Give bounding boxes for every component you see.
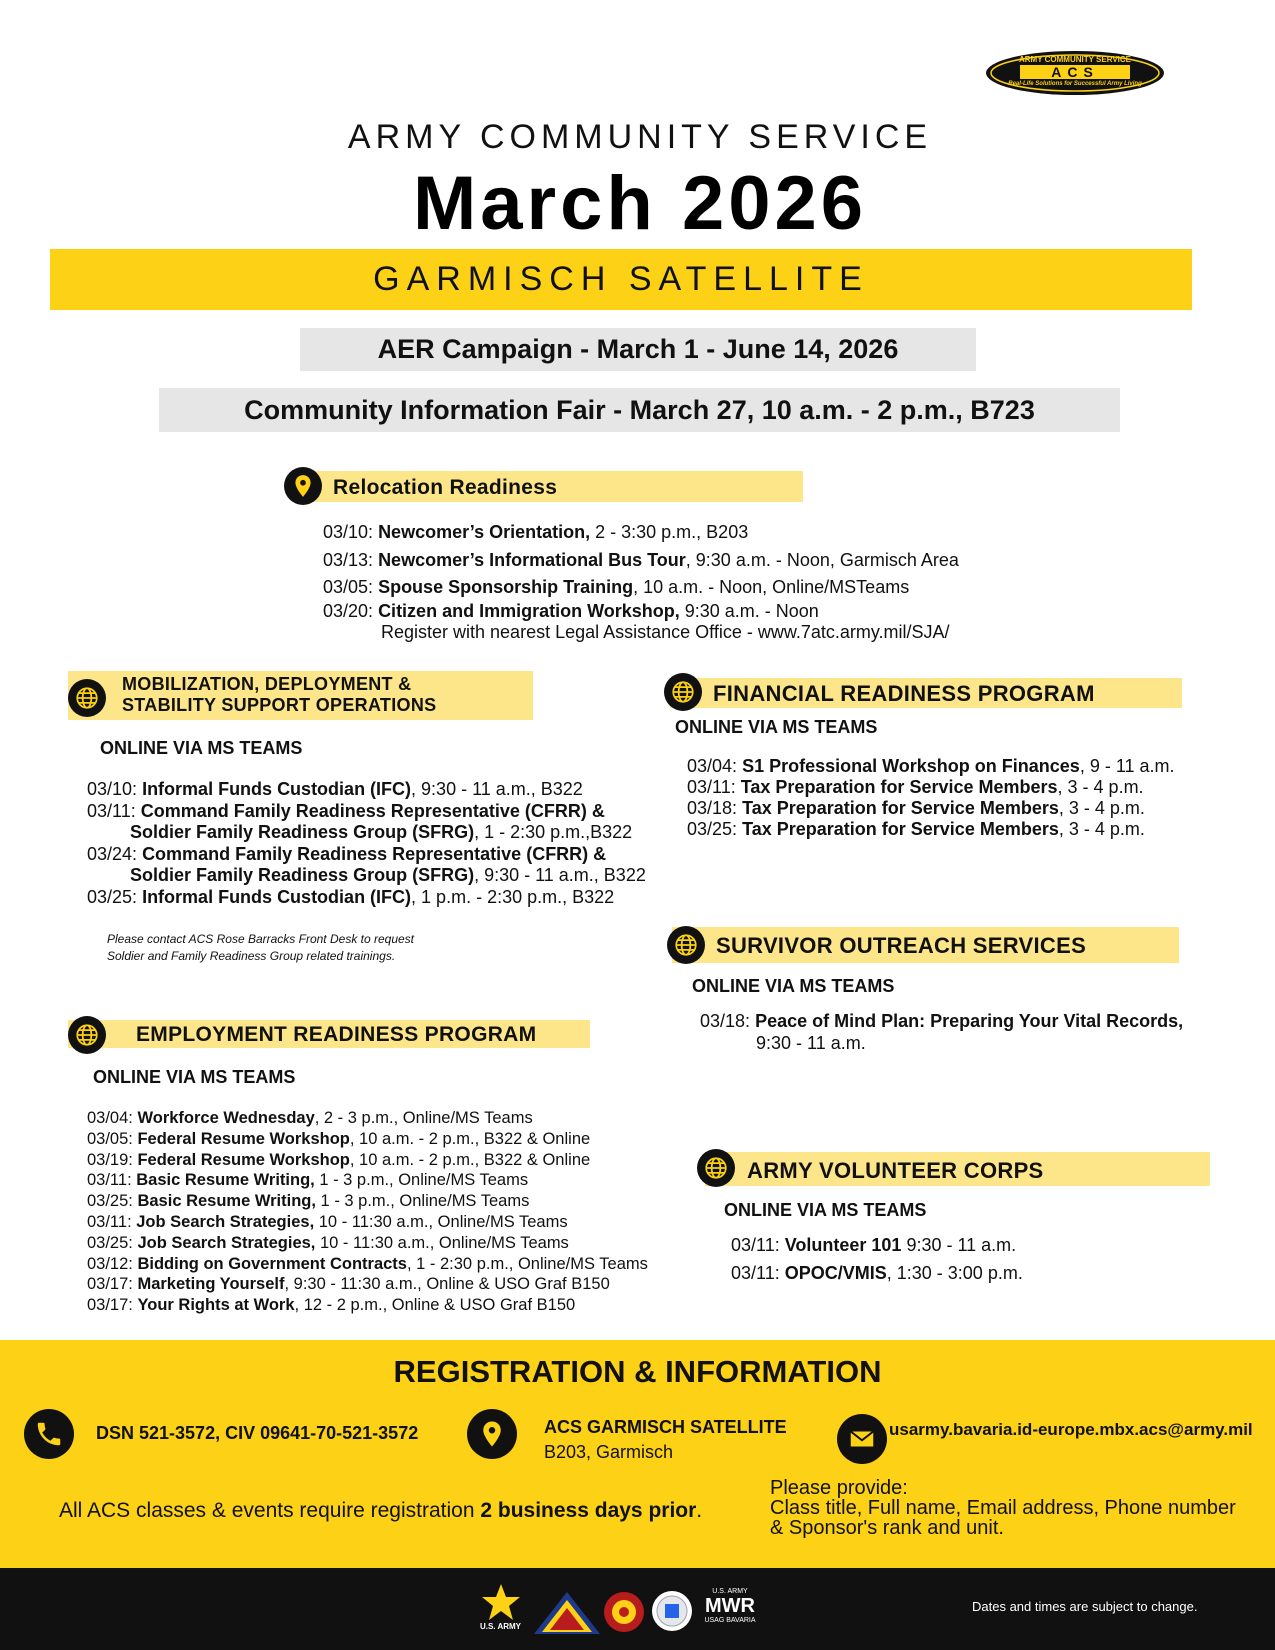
fair-banner: Community Information Fair - March 27, 10 a.m. - 2 p.m., B723 [159,388,1120,432]
phone-icon [24,1409,74,1459]
registration-title: REGISTRATION & INFORMATION [393,1354,882,1389]
list-item: 03/18: Tax Preparation for Service Members, 3 - 4 p.m. [687,798,1145,818]
phone-number: DSN 521-3572, CIV 09641-70-521-3572 [96,1423,419,1443]
list-item: Soldier Family Readiness Group (SFRG), 9:30 - 11 a.m., B322 [130,865,646,886]
mwr-top-text: U.S. ARMY [712,1588,748,1595]
location-banner [50,249,1192,310]
org-title: ARMY COMMUNITY SERVICE [347,118,933,156]
location-name: ACS GARMISCH SATELLITE [544,1417,787,1437]
employment-list [87,1108,648,1316]
volunteer-online-label: ONLINE VIA MS TEAMS [724,1200,927,1220]
mobilization-online-label: ONLINE VIA MS TEAMS [100,738,303,758]
globe-icon [667,926,705,964]
list-item: 03/17: Marketing Yourself, 9:30 - 11:30 a.m., Online & USO Graf B150 [87,1275,610,1294]
map-pin-icon [467,1409,517,1459]
globe-icon [664,673,702,711]
financial-online-label: ONLINE VIA MS TEAMS [675,717,878,737]
list-item: 03/04: Workforce Wednesday, 2 - 3 p.m., Online/MS Teams [87,1109,533,1127]
army-star-logo [478,1582,523,1638]
volunteer-title: ARMY VOLUNTEER CORPS [747,1158,1044,1183]
globe-icon [68,679,106,717]
relocation-title: Relocation Readiness [333,476,558,499]
employment-title: EMPLOYMENT READINESS PROGRAM [136,1023,537,1046]
list-item: 03/25: Job Search Strategies, 10 - 11:30 a.m., Online/MS Teams [87,1233,569,1252]
mobilization-list [87,779,646,909]
list-item: 03/17: Your Rights at Work, 12 - 2 p.m., Online & USO Graf B150 [87,1296,576,1315]
list-item: 03/20: Citizen and Immigration Workshop, 9:30 a.m. - Noon [323,600,819,621]
list-item: 03/10: Newcomer’s Orientation, 2 - 3:30 p.m., B203 [323,522,749,542]
financial-list [687,756,1175,840]
list-item: 03/11: Job Search Strategies, 10 - 11:30 a.m., Online/MS Teams [87,1212,568,1231]
survivor-list [700,1011,1183,1054]
logo-top-text: ARMY COMMUNITY SERVICE [1018,55,1131,64]
list-item: 03/10: Informal Funds Custodian (IFC), 9:30 - 11 a.m., B322 [87,779,583,799]
register-note: Register with nearest Legal Assistance Office - www.7atc.army.mil/SJA/ [381,622,950,643]
list-item-details: 9:30 - 11 a.m. [756,1032,866,1053]
mwr-bottom-text: USAG BAVARIA [704,1617,756,1624]
army-label: U.S. ARMY [479,1622,522,1631]
employment-online-label: ONLINE VIA MS TEAMS [93,1067,296,1087]
list-item: 03/13: Newcomer’s Informational Bus Tour, 9:30 a.m. - Noon, Garmisch Area [323,549,959,570]
seventh-army-logo [532,1590,602,1636]
globe-icon [68,1016,106,1054]
list-item: 03/25: Informal Funds Custodian (IFC), 1 p.m. - 2:30 p.m., B322 [87,886,615,907]
logo-mid-text: ACS [1051,64,1099,80]
email-icon [837,1414,887,1464]
financial-title: FINANCIAL READINESS PROGRAM [713,681,1095,706]
logo-bottom-text: Real-Life Solutions for Successful Army Living [1008,81,1142,87]
list-item: 03/24: Command Family Readiness Representative (CFRR) & [87,843,607,864]
month-title: March 2026 [412,161,868,246]
location-detail: B203, Garmisch [544,1442,674,1462]
list-item: 03/19: Federal Resume Workshop, 10 a.m. - 2 p.m., B322 & Online [87,1150,591,1169]
list-item: 03/04: S1 Professional Workshop on Finances, 9 - 11 a.m. [687,756,1175,776]
bavaria-seal-logo [650,1589,694,1633]
list-item: Soldier Family Readiness Group (SFRG), 1 - 2:30 p.m.,B322 [130,822,633,843]
list-item: 03/25: Tax Preparation for Service Members, 3 - 4 p.m. [687,819,1145,839]
survivor-online-label: ONLINE VIA MS TEAMS [692,976,895,996]
list-item: 03/05: Spouse Sponsorship Training, 10 a.m. - Noon, Online/MSTeams [323,577,910,598]
survivor-title: SURVIVOR OUTREACH SERVICES [716,933,1087,958]
list-item: 03/11: Tax Preparation for Service Members, 3 - 4 p.m. [687,777,1144,797]
garrison-crest-logo [602,1590,646,1634]
list-item: 03/18: Peace of Mind Plan: Preparing Your Vital Records, [700,1011,1184,1031]
list-item: 03/11: Command Family Readiness Representative (CFRR) & [87,800,605,821]
registration-requirement: All ACS classes & events require registration 2 business days prior. [59,1499,703,1522]
aer-banner: AER Campaign - March 1 - June 14, 2026 [300,328,976,371]
relocation-list [323,522,959,644]
mwr-mid-text: MWR [705,1595,755,1617]
mobilization-title: MOBILIZATION, DEPLOYMENT & STABILITY SUPPORT OPERATIONS [122,674,437,715]
mobilization-note: Please contact ACS Rose Barracks Front Desk to request Soldier and Family Readiness Group related trainings. [107,932,415,963]
disclaimer: Dates and times are subject to change. [972,1599,1198,1614]
list-item: 03/11: OPOC/VMIS, 1:30 - 3:00 p.m. [731,1262,1023,1283]
email-address: usarmy.bavaria.id-europe.mbx.acs@army.mil [889,1420,1253,1439]
globe-icon [697,1149,735,1187]
volunteer-list [731,1235,1023,1284]
list-item: 03/11: Volunteer 101 9:30 - 11 a.m. [731,1235,1017,1255]
list-item: 03/11: Basic Resume Writing, 1 - 3 p.m., Online/MS Teams [87,1171,529,1190]
location-title: GARMISCH SATELLITE [373,260,869,298]
provide-info: Please provide: Class title, Full name, Email address, Phone number & Sponsor's rank and unit. [770,1477,1236,1539]
acs-logo [985,50,1165,96]
list-item: 03/05: Federal Resume Workshop, 10 a.m. - 2 p.m., B322 & Online [87,1129,591,1148]
mwr-logo [695,1588,765,1636]
list-item: 03/25: Basic Resume Writing, 1 - 3 p.m., Online/MS Teams [87,1192,530,1211]
map-pin-icon [284,467,322,505]
list-item: 03/12: Bidding on Government Contracts, 1 - 2:30 p.m., Online/MS Teams [87,1254,648,1273]
